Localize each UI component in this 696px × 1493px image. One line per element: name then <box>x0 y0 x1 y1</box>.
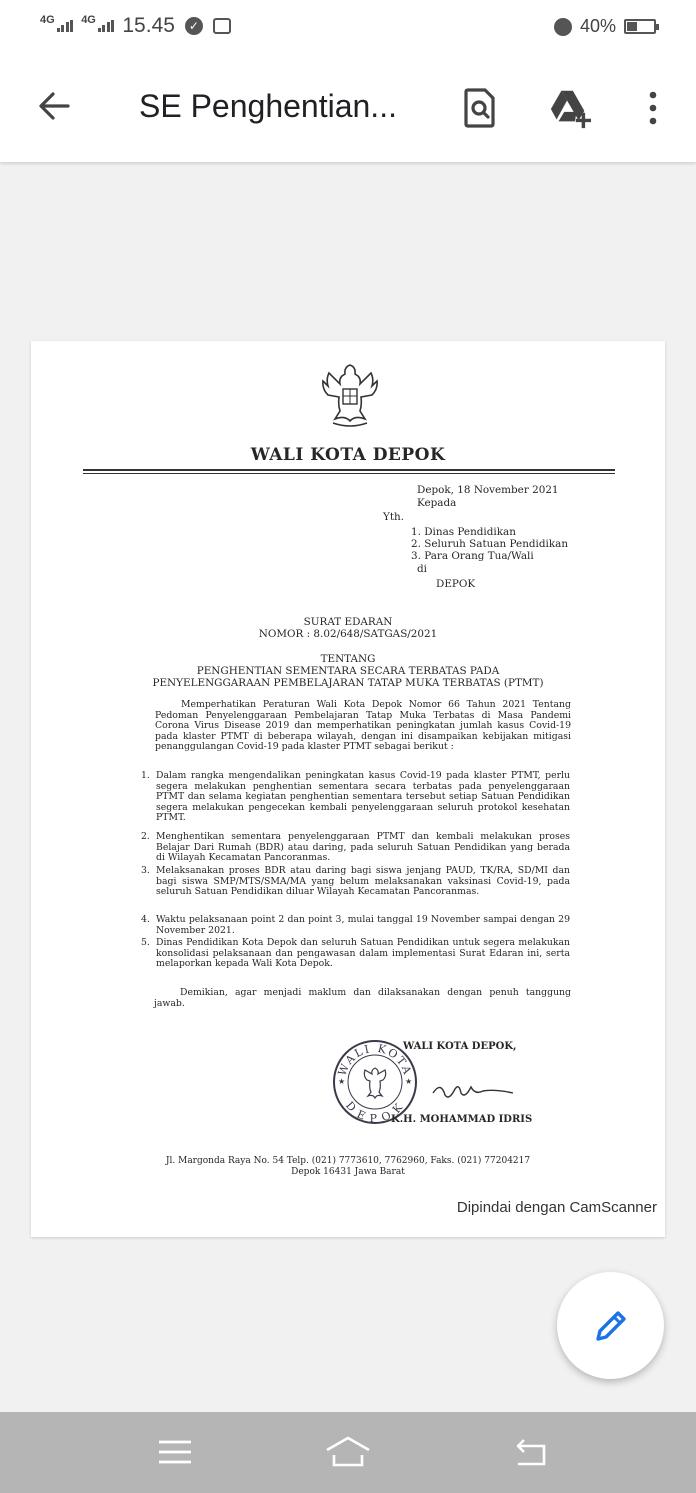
list-item <box>141 937 570 970</box>
garuda-emblem-icon <box>315 359 385 431</box>
yth-label: Yth. <box>383 511 405 523</box>
list-item <box>141 831 570 864</box>
subject-line: PENYELENGGARAAN PEMBELAJARAN TATAP MUKA TERBATAS (PTMT) <box>152 677 544 689</box>
document-title: SE Penghentian... <box>139 88 397 124</box>
letter-type: SURAT EDARAN <box>303 616 393 628</box>
seal-text-top: WALI KOTA <box>335 1041 415 1078</box>
list-number: 5. <box>141 937 150 948</box>
home-icon[interactable] <box>325 1434 371 1470</box>
subject-line: PENGHENTIAN SEMENTARA SECARA TERBATAS PADA <box>196 665 500 677</box>
back-icon[interactable] <box>510 1434 550 1470</box>
list-item <box>141 770 570 824</box>
list-number: 2. <box>141 831 150 842</box>
signatory-name: K.H. MOHAMMAD IDRIS <box>391 1114 533 1125</box>
edit-button[interactable] <box>557 1272 664 1379</box>
list-number: 4. <box>141 914 150 925</box>
network-type-1: 4G <box>40 14 55 26</box>
recent-apps-icon[interactable] <box>155 1434 195 1470</box>
letter-number: NOMOR : 8.02/648/SATGAS/2021 <box>258 628 438 640</box>
signature-mark <box>431 1079 521 1103</box>
app-bar <box>0 56 696 162</box>
list-text: Melaksanakan proses BDR atau daring bagi siswa jenjang PAUD, TK/RA, SD/MI dan bagi siswa SMP/MTS/SMA/MA yang belum melaksanakan vaksinasi Covid-19, pada seluruh Satuan Pendidikan diluar Wilayah Kecamatan Pancoranmas. <box>156 865 570 898</box>
list-item <box>141 865 570 898</box>
list-number: 1. <box>141 770 150 781</box>
find-in-page-icon[interactable] <box>458 84 502 132</box>
letterhead-rule-thin <box>83 473 615 474</box>
status-left <box>40 14 231 38</box>
alarm-icon <box>554 18 572 36</box>
status-bar <box>0 0 696 56</box>
edit-pencil-icon <box>591 1306 631 1346</box>
mail-icon <box>213 18 231 34</box>
list-item <box>141 914 570 936</box>
footer-city: Depok 16431 Jawa Barat <box>291 1167 405 1177</box>
battery-fill <box>627 22 637 31</box>
signatory-title: WALI KOTA DEPOK, <box>403 1041 517 1052</box>
seal-text-bottom: DEPOK <box>342 1099 408 1126</box>
footer-address: Jl. Margonda Raya No. 54 Telp. (021) 7773610, 7762960, Faks. (021) 77204217 <box>165 1156 531 1166</box>
closing-paragraph: Demikian, agar menjadi maklum dan dilaksanakan dengan penuh tanggung jawab. <box>154 987 571 1009</box>
status-right <box>554 16 656 37</box>
list-text: Dalam rangka mengendalikan peningkatan kasus Covid-19 pada klaster PTMT, perlu segera melakukan penghentian sementara secara terbatas pada penyelenggaraan PTMT dan selama kegiatan penghentian sementara tersebut setiap Satuan Pendidikan segera melakukan pengecekan kembali penyelenggaraan seluruh protokol kesehatan PTMT. <box>156 770 570 824</box>
battery-percent: 40% <box>579 16 616 36</box>
kepada-label: Kepada <box>417 497 457 509</box>
battery-icon <box>624 19 656 34</box>
signal-icon <box>57 20 74 32</box>
signal-icon <box>98 20 115 32</box>
list-number: 3. <box>141 865 150 876</box>
tentang-label: TENTANG <box>320 653 376 665</box>
svg-text:★: ★ <box>405 1077 413 1086</box>
svg-text:★: ★ <box>338 1077 346 1086</box>
di-label: di <box>417 563 427 575</box>
system-nav-bar <box>0 1412 696 1493</box>
clock: 15.45 <box>122 14 175 37</box>
document-page <box>31 341 665 1237</box>
more-vert-icon[interactable] <box>631 84 675 132</box>
intro-paragraph: Memperhatikan Peraturan Wali Kota Depok Nomor 66 Tahun 2021 Tentang Pedoman Penyelenggaraan Pembelajaran Tatap Muka Terbatas di Masa Pandemi Corona Virus Disease 2019 dan memperhatikan peningkatan jumlah kasus Covid-19 pada klaster PTMT di beberapa wilayah, dengan ini disampaikan kebijakan mitigasi penanggulangan Covid-19 pada klaster PTMT sebagai berikut : <box>155 699 571 753</box>
recipient-item: 3. Para Orang Tua/Wali <box>411 550 534 562</box>
recipient-item: 2. Seluruh Satuan Pendidikan <box>411 538 569 550</box>
letterhead-title: WALI KOTA DEPOK <box>250 445 446 465</box>
letter-date: Depok, 18 November 2021 <box>417 484 559 496</box>
list-text: Dinas Pendidikan Kota Depok dan seluruh Satuan Pendidikan untuk segera melakukan konsolidasi pelaksanaan dan pengawasan dalam implementasi Surat Edaran ini, serta melaporkan kepada Wali Kota Depok. <box>156 937 570 970</box>
network-type-2: 4G <box>81 14 96 26</box>
list-text: Menghentikan sementara penyelenggaraan PTMT dan kembali melakukan proses Belajar Dari Rumah (BDR) atau daring, pada seluruh Satuan Pendidikan yang berada di Wilayah Kecamatan Pancoranmas. <box>156 831 570 864</box>
recipient-item: 1. Dinas Pendidikan <box>411 526 516 538</box>
list-text: Waktu pelaksanaan point 2 dan point 3, mulai tanggal 19 November sampai dengan 29 November 2021. <box>156 914 570 936</box>
letterhead-rule <box>83 469 615 471</box>
camscanner-watermark: Dipindai dengan CamScanner <box>456 1199 657 1216</box>
recipient-place: DEPOK <box>436 578 476 590</box>
back-arrow-icon[interactable] <box>34 86 74 126</box>
whatsapp-icon: ✓ <box>185 17 203 35</box>
add-to-drive-icon[interactable] <box>548 84 592 132</box>
